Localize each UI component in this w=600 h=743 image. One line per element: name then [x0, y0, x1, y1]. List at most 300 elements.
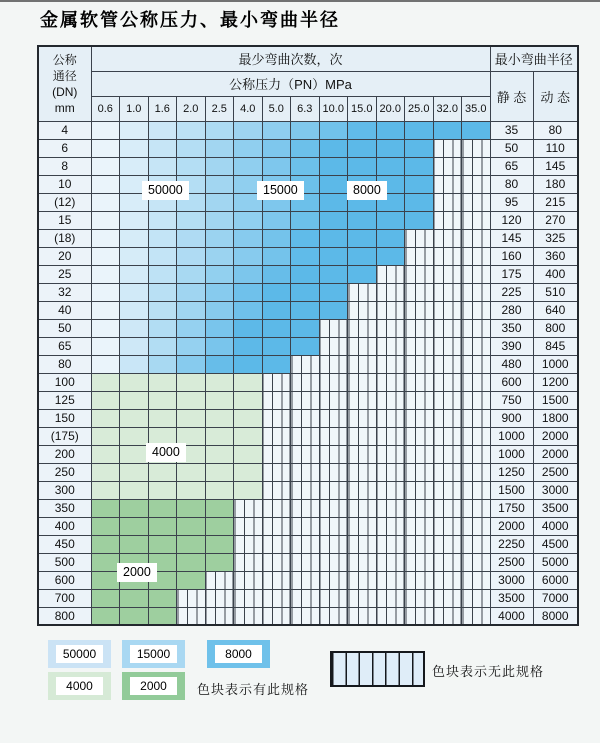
dn-cell: 20: [38, 247, 91, 265]
pressure-cell: [348, 247, 377, 265]
dynamic-cell: 1200: [533, 373, 578, 391]
page-title: 金属软管公称压力、最小弯曲半径: [40, 10, 340, 30]
pressure-cell: [177, 157, 206, 175]
table-row: [38, 373, 578, 391]
table-row: [38, 481, 578, 499]
scan-edge-line: [0, 0, 600, 2]
static-cell: 3000: [490, 571, 533, 589]
pressure-cell: [120, 121, 149, 139]
pressure-cell: [462, 337, 491, 355]
pressure-cell: [91, 409, 120, 427]
pressure-cell: [234, 571, 263, 589]
pressure-cell: [177, 535, 206, 553]
pressure-cell: [120, 301, 149, 319]
pressure-cell: [205, 247, 234, 265]
dn-cell: 50: [38, 319, 91, 337]
pressure-cell: [234, 121, 263, 139]
table-row: [38, 211, 578, 229]
pressure-cell: [262, 553, 291, 571]
pressure-cell: [234, 265, 263, 283]
pressure-cell: [348, 337, 377, 355]
pressure-cell: [348, 535, 377, 553]
pressure-cell: [348, 319, 377, 337]
pressure-cell: [291, 517, 320, 535]
pressure-cell: [291, 589, 320, 607]
pressure-cell: [433, 265, 462, 283]
pressure-cell: [348, 517, 377, 535]
pressure-cell: [148, 247, 177, 265]
pressure-cell: [262, 355, 291, 373]
dn-cell: (18): [38, 229, 91, 247]
pressure-cell: [376, 337, 405, 355]
static-cell: 2500: [490, 553, 533, 571]
pressure-cell: [205, 589, 234, 607]
pressure-cell: [319, 589, 348, 607]
pressure-cell: [148, 355, 177, 373]
dn-cell: 32: [38, 283, 91, 301]
pressure-cell: [91, 337, 120, 355]
pressure-cell: [348, 373, 377, 391]
pressure-cell: [348, 571, 377, 589]
table-row: [38, 265, 578, 283]
pressure-cell: [376, 607, 405, 625]
static-cell: 1000: [490, 427, 533, 445]
pressure-cell: [177, 283, 206, 301]
pressure-cell: [376, 157, 405, 175]
pressure-cell: [291, 157, 320, 175]
pressure-cell: [234, 517, 263, 535]
pressure-cell: [433, 409, 462, 427]
header-dn-line: 通径: [52, 68, 77, 83]
pressure-cell: [91, 553, 120, 571]
pressure-cell: [148, 265, 177, 283]
dn-cell: 500: [38, 553, 91, 571]
pressure-cell: [462, 247, 491, 265]
static-cell: 480: [490, 355, 533, 373]
dynamic-cell: 845: [533, 337, 578, 355]
pressure-cell: [148, 589, 177, 607]
pressure-cell: [177, 247, 206, 265]
dynamic-cell: 400: [533, 265, 578, 283]
dn-cell: (175): [38, 427, 91, 445]
dn-cell: 700: [38, 589, 91, 607]
pressure-cell: [120, 607, 149, 625]
pressure-cell: [319, 229, 348, 247]
zone-label-50000: 50000: [142, 181, 189, 200]
pressure-cell: [205, 319, 234, 337]
table-row: [38, 193, 578, 211]
pressure-cell: [376, 121, 405, 139]
pressure-cell: [91, 229, 120, 247]
header-row-2: [38, 71, 578, 96]
pressure-cell: [462, 121, 491, 139]
pressure-cell: [120, 481, 149, 499]
pressure-cell: [205, 409, 234, 427]
pressure-cell: [405, 589, 434, 607]
pressure-cell: [120, 445, 149, 463]
pressure-cell: [405, 463, 434, 481]
dynamic-cell: 215: [533, 193, 578, 211]
static-cell: 1500: [490, 481, 533, 499]
pressure-cell: [433, 337, 462, 355]
pressure-cell: [262, 607, 291, 625]
pressure-cell: [148, 517, 177, 535]
pressure-cell: [91, 265, 120, 283]
pressure-cell: [205, 175, 234, 193]
pressure-cell: [405, 409, 434, 427]
pressure-cell: [291, 319, 320, 337]
dn-cell: 6: [38, 139, 91, 157]
pressure-cell: [120, 139, 149, 157]
zone-label-8000: 8000: [347, 181, 387, 200]
pressure-cell: [319, 139, 348, 157]
pressure-cell: [234, 157, 263, 175]
dn-cell: 200: [38, 445, 91, 463]
dn-cell: (12): [38, 193, 91, 211]
pressure-cell: [348, 391, 377, 409]
header-static: 静 态: [490, 71, 533, 121]
pressure-cell: [319, 409, 348, 427]
legend-swatch-label: 2000: [130, 677, 177, 695]
pressure-cell: [234, 589, 263, 607]
zone-label-4000: 4000: [146, 443, 186, 462]
pressure-cell: [234, 445, 263, 463]
pressure-cell: [462, 355, 491, 373]
pressure-cell: [120, 463, 149, 481]
pressure-cell: [177, 121, 206, 139]
pressure-cell: [177, 607, 206, 625]
pressure-cell: [405, 607, 434, 625]
pressure-cell: [205, 265, 234, 283]
table-row: [38, 121, 578, 139]
pressure-cell: [120, 391, 149, 409]
pressure-cell: [234, 391, 263, 409]
dynamic-cell: 80: [533, 121, 578, 139]
dn-cell: 8: [38, 157, 91, 175]
pressure-cell: [291, 445, 320, 463]
pressure-cell: [405, 175, 434, 193]
dn-cell: 10: [38, 175, 91, 193]
static-cell: 600: [490, 373, 533, 391]
pressure-cell: [177, 265, 206, 283]
static-cell: 160: [490, 247, 533, 265]
pressure-cell: [205, 373, 234, 391]
pressure-cell: [148, 229, 177, 247]
pressure-cell: [405, 481, 434, 499]
pressure-cell: [405, 445, 434, 463]
pressure-cell: [177, 355, 206, 373]
pressure-cell: [376, 247, 405, 265]
pressure-cell: [376, 463, 405, 481]
table-row: [38, 409, 578, 427]
pressure-cell: [234, 499, 263, 517]
dn-cell: 600: [38, 571, 91, 589]
pressure-cell: [291, 139, 320, 157]
table-row: [38, 517, 578, 535]
pressure-cell: [205, 157, 234, 175]
table-row: [38, 355, 578, 373]
pressure-cell: [291, 409, 320, 427]
pressure-cell: [319, 391, 348, 409]
header-dn-line: mm: [54, 100, 75, 115]
pressure-cell: [433, 427, 462, 445]
pressure-cell: [262, 517, 291, 535]
pressure-value-header: 32.0: [433, 96, 462, 121]
pressure-cell: [433, 157, 462, 175]
pressure-cell: [262, 157, 291, 175]
table-row: [38, 337, 578, 355]
header-bend-cycles: 最少弯曲次数，次: [91, 46, 490, 71]
pressure-cell: [348, 139, 377, 157]
pressure-cell: [120, 409, 149, 427]
header-row-1: [38, 46, 578, 71]
pressure-cell: [205, 391, 234, 409]
pressure-cell: [234, 355, 263, 373]
pressure-cell: [205, 607, 234, 625]
pressure-cell: [91, 463, 120, 481]
pressure-cell: [376, 229, 405, 247]
pressure-cell: [262, 301, 291, 319]
pressure-cell: [433, 319, 462, 337]
dynamic-cell: 6000: [533, 571, 578, 589]
pressure-cell: [262, 319, 291, 337]
pressure-cell: [177, 499, 206, 517]
pressure-cell: [148, 391, 177, 409]
pressure-cell: [319, 193, 348, 211]
pressure-cell: [262, 121, 291, 139]
dynamic-cell: 325: [533, 229, 578, 247]
pressure-value-header: 2.5: [205, 96, 234, 121]
pressure-cell: [177, 481, 206, 499]
legend-swatch-15000: [122, 640, 185, 668]
pressure-cell: [234, 211, 263, 229]
pressure-cell: [262, 535, 291, 553]
pressure-cell: [91, 445, 120, 463]
pressure-cell: [291, 121, 320, 139]
pressure-cell: [262, 211, 291, 229]
pressure-cell: [376, 409, 405, 427]
pressure-cell: [348, 157, 377, 175]
header-dn-line: (DN): [52, 84, 78, 99]
dynamic-cell: 800: [533, 319, 578, 337]
pressure-cell: [91, 193, 120, 211]
pressure-cell: [205, 571, 234, 589]
pressure-cell: [120, 283, 149, 301]
pressure-cell: [319, 373, 348, 391]
pressure-cell: [348, 445, 377, 463]
pressure-cell: [91, 481, 120, 499]
pressure-cell: [376, 391, 405, 409]
pressure-cell: [291, 247, 320, 265]
pressure-cell: [291, 265, 320, 283]
dynamic-cell: 8000: [533, 607, 578, 625]
pressure-cell: [91, 355, 120, 373]
pressure-cell: [319, 301, 348, 319]
data-table: [37, 45, 579, 626]
pressure-cell: [433, 193, 462, 211]
pressure-cell: [319, 355, 348, 373]
legend-swatch-label: 15000: [130, 645, 177, 663]
pressure-cell: [319, 337, 348, 355]
pressure-cell: [148, 283, 177, 301]
pressure-cell: [348, 355, 377, 373]
pressure-radius-table: [37, 45, 579, 626]
dn-cell: 65: [38, 337, 91, 355]
pressure-cell: [262, 445, 291, 463]
pressure-cell: [177, 517, 206, 535]
pressure-cell: [462, 319, 491, 337]
pressure-cell: [234, 427, 263, 445]
static-cell: 900: [490, 409, 533, 427]
pressure-cell: [262, 265, 291, 283]
pressure-cell: [348, 553, 377, 571]
pressure-cell: [91, 499, 120, 517]
pressure-cell: [205, 337, 234, 355]
legend-hatch-swatch: [330, 651, 425, 687]
pressure-cell: [462, 391, 491, 409]
pressure-cell: [433, 607, 462, 625]
pressure-cell: [462, 409, 491, 427]
pressure-cell: [405, 229, 434, 247]
pressure-cell: [348, 301, 377, 319]
pressure-cell: [291, 481, 320, 499]
dn-cell: 250: [38, 463, 91, 481]
pressure-cell: [433, 283, 462, 301]
pressure-cell: [91, 571, 120, 589]
pressure-cell: [148, 463, 177, 481]
pressure-cell: [319, 499, 348, 517]
zone-label-15000: 15000: [257, 181, 304, 200]
pressure-cell: [462, 211, 491, 229]
pressure-cell: [234, 607, 263, 625]
pressure-cell: [234, 481, 263, 499]
pressure-cell: [177, 211, 206, 229]
pressure-cell: [462, 139, 491, 157]
dynamic-cell: 270: [533, 211, 578, 229]
pressure-cell: [234, 301, 263, 319]
pressure-cell: [348, 121, 377, 139]
pressure-cell: [376, 589, 405, 607]
pressure-cell: [405, 139, 434, 157]
static-cell: 1000: [490, 445, 533, 463]
dn-cell: 100: [38, 373, 91, 391]
pressure-cell: [405, 517, 434, 535]
pressure-cell: [262, 499, 291, 517]
dynamic-cell: 2000: [533, 427, 578, 445]
pressure-cell: [205, 499, 234, 517]
pressure-cell: [205, 211, 234, 229]
header-dn-line: 公称: [52, 52, 77, 67]
static-cell: 120: [490, 211, 533, 229]
pressure-cell: [348, 589, 377, 607]
dynamic-cell: 1000: [533, 355, 578, 373]
pressure-cell: [234, 319, 263, 337]
pressure-cell: [177, 373, 206, 391]
pressure-cell: [291, 301, 320, 319]
static-cell: 4000: [490, 607, 533, 625]
pressure-cell: [291, 337, 320, 355]
pressure-cell: [177, 391, 206, 409]
pressure-cell: [205, 283, 234, 301]
table-row: [38, 499, 578, 517]
dynamic-cell: 3500: [533, 499, 578, 517]
dynamic-cell: 2000: [533, 445, 578, 463]
pressure-cell: [234, 247, 263, 265]
pressure-cell: [319, 481, 348, 499]
pressure-cell: [148, 409, 177, 427]
pressure-cell: [433, 175, 462, 193]
pressure-value-header: 4.0: [234, 96, 263, 121]
pressure-cell: [376, 355, 405, 373]
pressure-cell: [405, 283, 434, 301]
pressure-cell: [91, 139, 120, 157]
zone-label-2000: 2000: [117, 563, 157, 582]
static-cell: 65: [490, 157, 533, 175]
pressure-cell: [120, 247, 149, 265]
pressure-cell: [319, 319, 348, 337]
pressure-cell: [433, 517, 462, 535]
pressure-cell: [348, 409, 377, 427]
static-cell: 35: [490, 121, 533, 139]
pressure-cell: [319, 535, 348, 553]
dn-cell: 300: [38, 481, 91, 499]
pressure-cell: [405, 553, 434, 571]
static-cell: 350: [490, 319, 533, 337]
table-row: [38, 607, 578, 625]
pressure-cell: [120, 265, 149, 283]
legend-note-has-spec: 色块表示有此规格: [197, 682, 310, 697]
pressure-cell: [148, 157, 177, 175]
pressure-cell: [262, 229, 291, 247]
pressure-cell: [234, 535, 263, 553]
pressure-cell: [91, 283, 120, 301]
legend-swatch-4000: [48, 672, 111, 700]
pressure-cell: [462, 607, 491, 625]
pressure-cell: [291, 283, 320, 301]
pressure-cell: [348, 427, 377, 445]
pressure-cell: [462, 175, 491, 193]
pressure-cell: [148, 337, 177, 355]
static-cell: 95: [490, 193, 533, 211]
static-cell: 280: [490, 301, 533, 319]
pressure-cell: [120, 499, 149, 517]
pressure-cell: [205, 229, 234, 247]
pressure-cell: [433, 445, 462, 463]
pressure-cell: [291, 607, 320, 625]
pressure-cell: [234, 229, 263, 247]
pressure-cell: [405, 193, 434, 211]
pressure-cell: [376, 553, 405, 571]
pressure-cell: [120, 355, 149, 373]
pressure-cell: [433, 553, 462, 571]
pressure-cell: [148, 535, 177, 553]
pressure-cell: [405, 337, 434, 355]
dn-cell: 400: [38, 517, 91, 535]
static-cell: 390: [490, 337, 533, 355]
static-cell: 80: [490, 175, 533, 193]
header-min-bend-radius: 最小弯曲半径: [490, 46, 578, 71]
pressure-cell: [291, 211, 320, 229]
pressure-cell: [120, 427, 149, 445]
pressure-cell: [405, 499, 434, 517]
pressure-cell: [433, 373, 462, 391]
table-row: [38, 463, 578, 481]
pressure-cell: [405, 355, 434, 373]
pressure-cell: [319, 427, 348, 445]
dynamic-cell: 1500: [533, 391, 578, 409]
pressure-cell: [262, 427, 291, 445]
static-cell: 145: [490, 229, 533, 247]
